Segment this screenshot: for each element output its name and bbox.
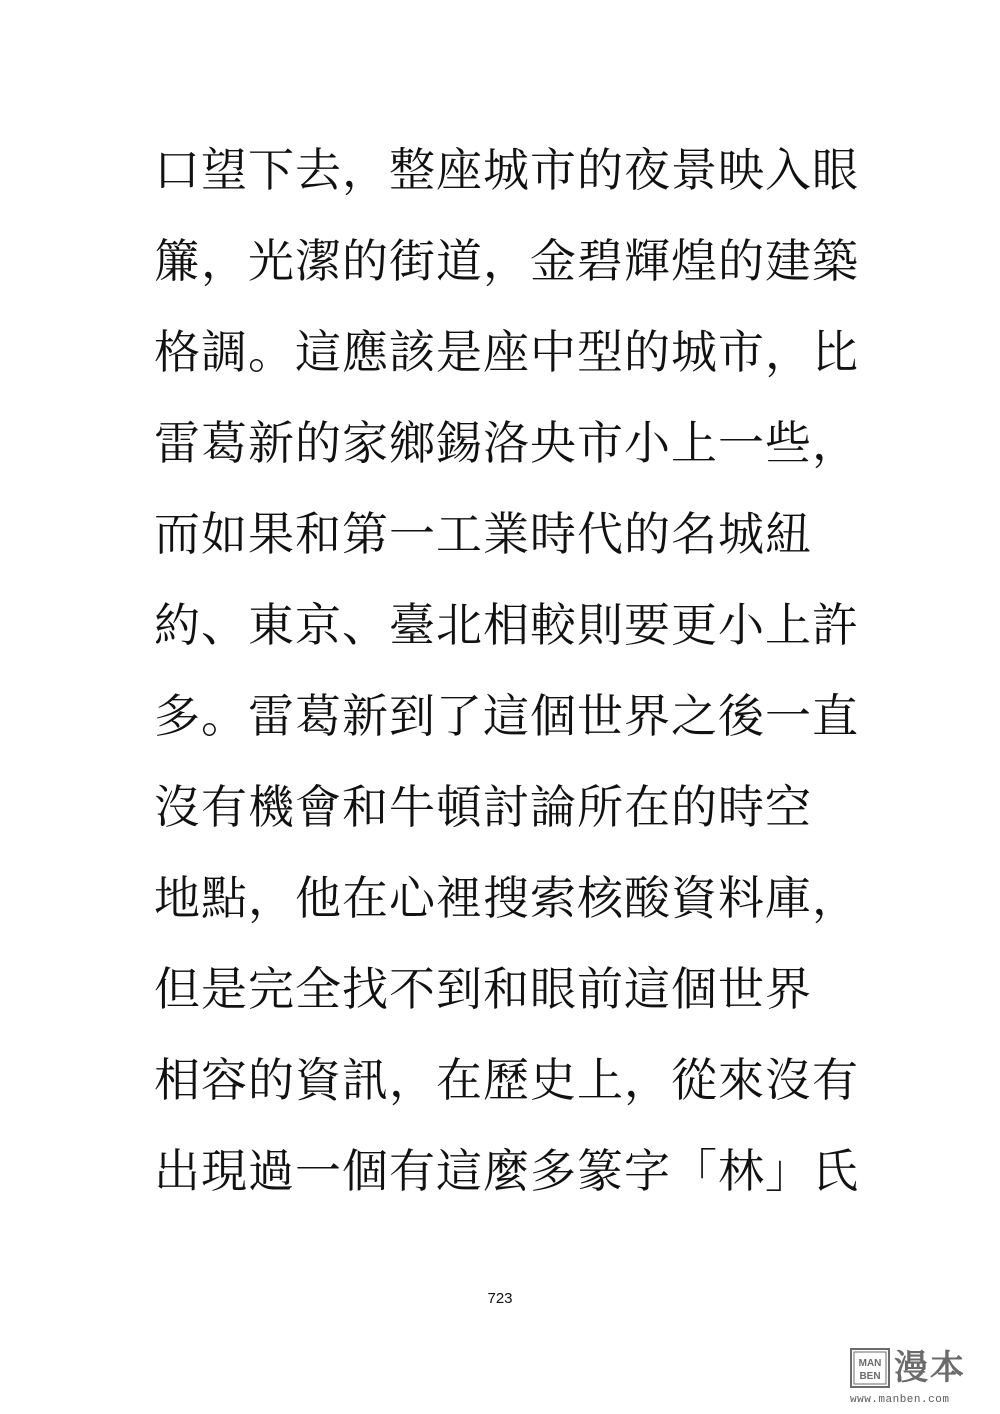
text-line: 雷葛新的家鄉錫洛央市小上一些，	[154, 416, 859, 470]
page-number: 723	[487, 1290, 513, 1307]
text-line: 而如果和第一工業時代的名城紐	[154, 507, 812, 561]
text-line: 相容的資訊，在歷史上，從來沒有	[154, 1053, 859, 1107]
text-line: 地點，他在心裡搜索核酸資料庫，	[154, 871, 859, 925]
body-text	[154, 135, 874, 1227]
text-line: 沒有機會和牛頓討論所在的時空	[154, 780, 812, 834]
text-line: 但是完全找不到和眼前這個世界	[154, 962, 812, 1016]
manben-badge-icon	[850, 1348, 890, 1388]
watermark-url: www.manben.com	[850, 1394, 950, 1406]
text-line: 出現過一個有這麼多篆字「林」氏	[154, 1144, 859, 1198]
svg-text:MAN: MAN	[858, 1358, 882, 1369]
text-line: 口望下去，整座城市的夜景映入眼	[154, 143, 859, 197]
text-line: 多。雷葛新到了這個世界之後一直	[154, 689, 859, 743]
watermark-cjk-text: 漫本	[894, 1348, 966, 1388]
svg-text:BEN: BEN	[859, 1371, 881, 1382]
text-line: 約、東京、臺北相較則要更小上許	[154, 598, 859, 652]
watermark-logo	[850, 1346, 990, 1406]
text-line: 簾，光潔的街道，金碧輝煌的建築	[154, 234, 859, 288]
text-line: 格調。這應該是座中型的城市，比	[154, 325, 859, 379]
